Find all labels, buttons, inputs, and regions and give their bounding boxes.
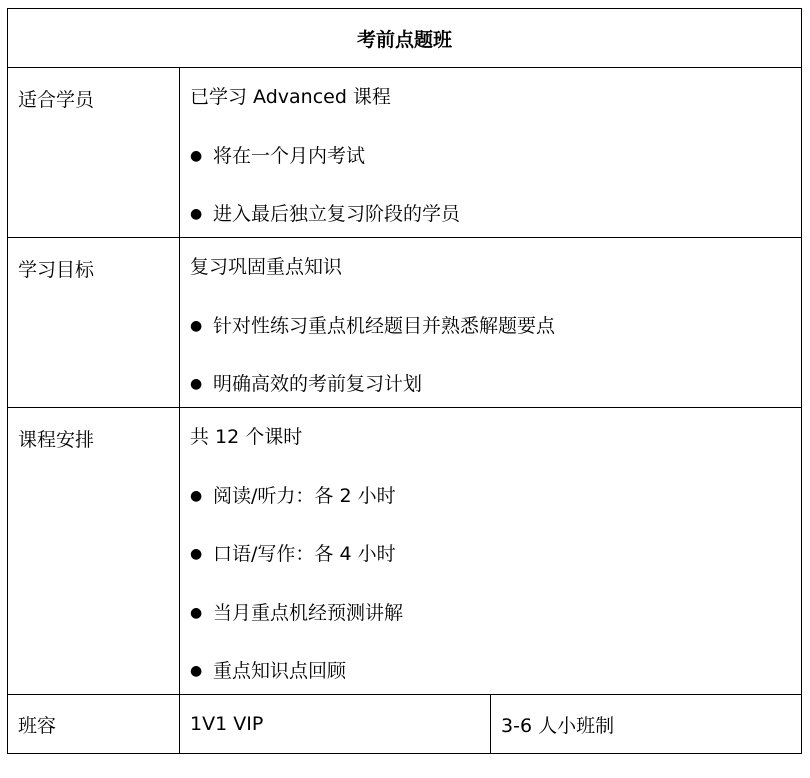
class-size-option: 3-6 人小班制 (491, 695, 802, 754)
row-lead: 已学习 Advanced 课程 (190, 86, 391, 108)
bullet-icon: ● (190, 663, 203, 679)
list-item-text: 口语/写作：各 4 小时 (213, 543, 396, 565)
list-item-text: 进入最后独立复习阶段的学员 (213, 203, 461, 225)
row-content (180, 68, 802, 238)
row-label: 班容 (8, 695, 180, 754)
row-label: 课程安排 (8, 408, 180, 695)
row-lead: 共 12 个课时 (190, 426, 303, 448)
class-size-option: 1V1 VIP (180, 695, 491, 754)
list-item (190, 542, 801, 601)
row-content (180, 408, 802, 695)
list-item (190, 372, 801, 407)
table-title: 考前点题班 (8, 9, 802, 68)
row-label: 学习目标 (8, 238, 180, 408)
bullet-icon: ● (190, 206, 203, 222)
row-label: 适合学员 (8, 68, 180, 238)
table-row (8, 408, 802, 695)
list-item-text: 当月重点机经预测讲解 (213, 601, 404, 624)
bullet-icon: ● (190, 147, 203, 164)
row-content (180, 238, 802, 408)
bullet-icon: ● (190, 317, 203, 334)
list-item-text: 针对性练习重点机经题目并熟悉解题要点 (213, 314, 556, 337)
list-item-text: 重点知识点回顾 (213, 660, 347, 682)
list-item (190, 314, 801, 373)
bullet-icon: ● (190, 546, 203, 562)
list-item-text: 阅读/听力：各 2 小时 (213, 484, 396, 507)
list-item (190, 144, 801, 203)
table-row (8, 68, 802, 238)
bullet-icon: ● (190, 376, 203, 392)
list-item (190, 659, 801, 694)
course-table (7, 8, 802, 754)
bullet-icon: ● (190, 487, 203, 504)
row-lead: 复习巩固重点知识 (190, 256, 343, 278)
list-item-text: 将在一个月内考试 (213, 144, 366, 167)
table-row (8, 695, 802, 754)
list-item (190, 484, 801, 543)
list-item (190, 601, 801, 660)
list-item-text: 明确高效的考前复习计划 (213, 373, 423, 395)
list-item (190, 202, 801, 237)
table-row (8, 238, 802, 408)
bullet-icon: ● (190, 604, 203, 621)
